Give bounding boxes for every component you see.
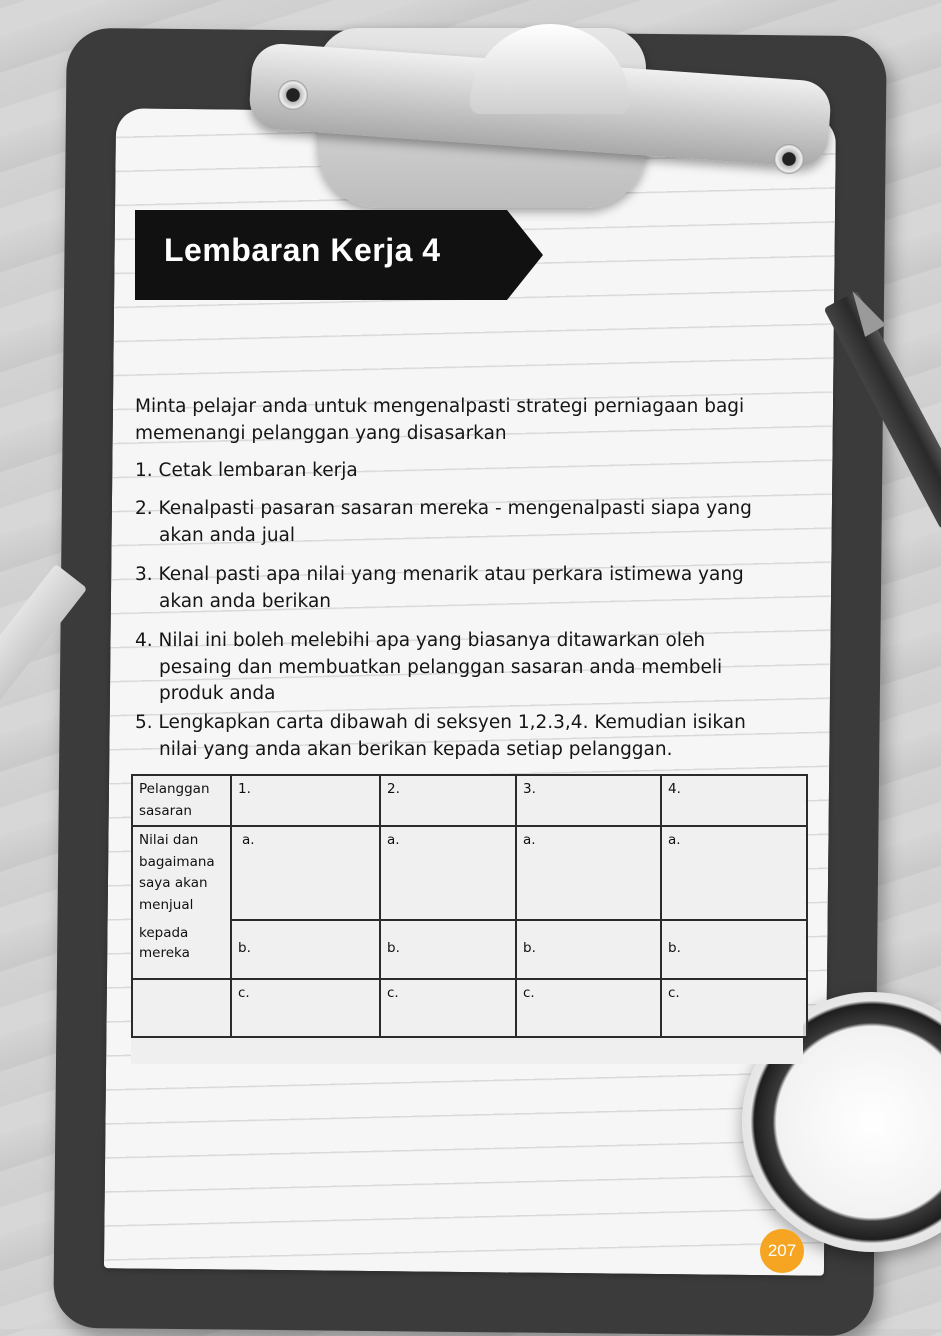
intro-text: Minta pelajar anda untuk mengenalpasti strategi perniagaan bagi memenangi pelanggan yang disasarkan [135, 396, 745, 444]
worksheet-title: Lembaran Kerja 4 [164, 232, 441, 268]
table-row [132, 920, 807, 979]
table-cell[interactable]: b. [661, 920, 807, 979]
table-cell[interactable]: a. [231, 826, 380, 919]
column-header: 4. [661, 775, 807, 826]
row-label-cell: kepada mereka [132, 920, 231, 979]
table-header-row [132, 775, 807, 826]
clip-rivet-icon [774, 144, 804, 174]
header-label-cell: Pelanggan sasaran [132, 775, 231, 826]
table-row [132, 826, 807, 919]
table-row [132, 979, 807, 1037]
table-cell[interactable]: b. [516, 920, 661, 979]
step-1: 1. Cetak lembaran kerja [135, 459, 358, 481]
clip-rivet-icon [278, 80, 308, 110]
row-label-cell: Nilai dan bagaimana saya akan menjual [132, 826, 231, 919]
step-2: 2. Kenalpasti pasaran sasaran mereka - mengenalpasti siapa yang akan anda jual [135, 498, 752, 547]
column-header: 1. [231, 775, 380, 826]
table-cell[interactable]: c. [516, 979, 661, 1037]
table-cell[interactable]: c. [231, 979, 380, 1037]
column-header: 2. [380, 775, 516, 826]
step-5: 5. Lengkapkan carta dibawah di seksyen 1,2.3,4. Kemudian isikan nilai yang anda akan berikan kepada setiap pelanggan. [135, 712, 746, 760]
table-cell[interactable]: c. [380, 979, 516, 1037]
instructions [135, 394, 775, 776]
step-3: 3. Kenal pasti apa nilai yang menarik atau perkara istimewa yang akan anda berikan [135, 564, 744, 612]
step-4: 4. Nilai ini boleh melebihi apa yang biasanya ditawarkan oleh pesaing dan membuatkan pelanggan sasaran anda membeli produk anda [135, 629, 723, 705]
table-cell[interactable]: c. [661, 979, 807, 1037]
row-label-cell [132, 979, 231, 1037]
table-cell[interactable]: a. [380, 826, 516, 919]
target-customer-table [131, 774, 808, 1038]
table-cell[interactable]: a. [516, 826, 661, 919]
table-cell[interactable]: b. [231, 920, 380, 979]
page-number: 207 [760, 1229, 804, 1273]
table-cell[interactable]: a. [661, 826, 807, 919]
table-cell[interactable]: b. [380, 920, 516, 979]
column-header: 3. [516, 775, 661, 826]
